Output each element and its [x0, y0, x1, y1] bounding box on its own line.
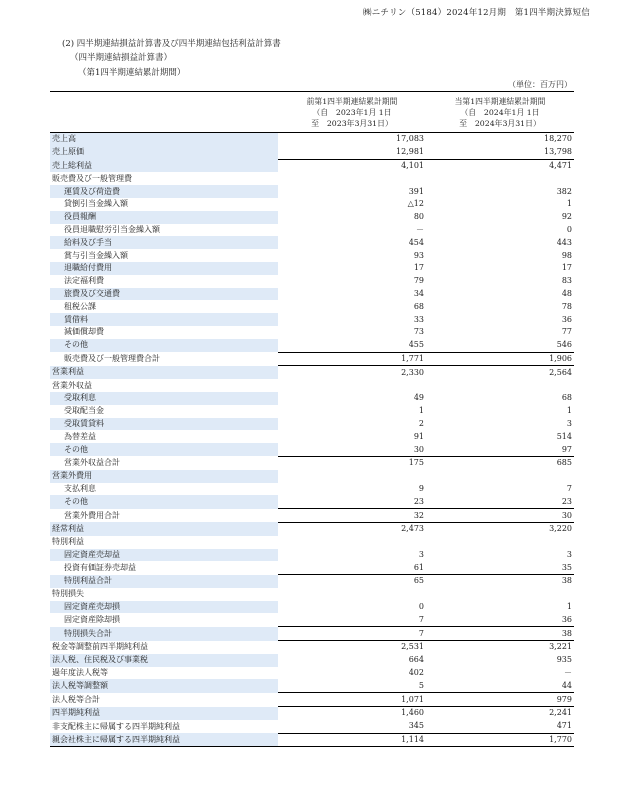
previous-value: 3 [418, 549, 424, 559]
row-label: 親会社株主に帰属する四半期純利益 [50, 733, 278, 747]
table-row [50, 522, 574, 535]
table-row [50, 352, 574, 366]
row-label: 投資有価証券売却益 [64, 562, 136, 572]
current-value: 7 [566, 483, 572, 493]
row-label: 売上高 [50, 133, 278, 146]
period-subtitle: （第1四半期連結累計期間） [78, 68, 186, 78]
row-label: 給料及び手当 [50, 236, 278, 249]
column-header-row [50, 92, 574, 133]
previous-value: 32 [278, 509, 426, 523]
current-value: 97 [426, 443, 574, 456]
section-title: (2) 四半期連結損益計算書及び四半期連結包括利益計算書 [62, 39, 281, 49]
previous-value: 17 [413, 263, 424, 273]
row-label: 営業外費用 [50, 470, 278, 483]
previous-value: △12 [407, 199, 424, 209]
table-row [50, 366, 574, 379]
table-row [50, 495, 574, 508]
previous-value: 1,771 [278, 352, 426, 366]
table-row [50, 549, 574, 562]
row-label: 売上原価 [50, 146, 278, 159]
current-value: 36 [561, 314, 572, 324]
table-row [50, 575, 574, 588]
row-label: 売上総利益 [50, 159, 278, 172]
current-value [426, 470, 574, 483]
row-label: 法定福利費 [64, 276, 104, 286]
row-label: 販売費及び一般管理費合計 [64, 353, 160, 363]
current-value: 443 [556, 237, 572, 247]
previous-value: 23 [278, 495, 426, 508]
previous-value: 65 [413, 576, 424, 586]
previous-value: 34 [413, 288, 424, 298]
current-value [426, 588, 574, 601]
current-value: 471 [426, 720, 574, 733]
table-row [50, 133, 574, 146]
current-value [426, 172, 574, 185]
current-value: 35 [426, 561, 574, 574]
current-value: 1,770 [426, 733, 574, 747]
current-value: 78 [561, 301, 572, 311]
previous-value: 1,460 [401, 708, 424, 718]
current-value: 4,471 [549, 160, 572, 170]
row-label: 減価償却費 [64, 327, 104, 337]
row-label: 旅費及び交通費 [50, 288, 278, 301]
row-label: 特別利益合計 [50, 575, 278, 588]
row-label: 為替差益 [64, 431, 96, 441]
table-row [50, 326, 574, 339]
table-row [50, 654, 574, 667]
statement-subtitle: （四半期連結損益計算書） [70, 53, 173, 63]
document-header: ㈱ニチリン（5184）2024年12月期 第1四半期決算短信 [363, 8, 590, 18]
table-row [50, 339, 574, 352]
row-label: 販売費及び一般管理費 [52, 173, 132, 183]
row-label: 法人税等調整額 [50, 679, 278, 692]
table-row [50, 236, 574, 249]
header-blank [50, 92, 278, 133]
current-value: 3 [566, 418, 572, 428]
row-label: その他 [50, 495, 278, 508]
previous-value: 454 [408, 237, 424, 247]
previous-value [278, 536, 426, 549]
row-label: 貸倒引当金繰入額 [64, 199, 128, 209]
previous-value: 93 [413, 250, 424, 260]
row-label: 過年度法人税等 [52, 668, 108, 678]
table-row [50, 679, 574, 692]
row-label: 営業外費用合計 [64, 510, 120, 520]
col-prev-line2: （自 2023年1月 1日 [312, 107, 392, 117]
previous-value: 79 [413, 276, 424, 286]
row-label: 税金等調整前四半期純利益 [52, 642, 148, 652]
row-label: 受取利息 [50, 392, 278, 405]
current-value: 30 [426, 509, 574, 523]
table-row [50, 313, 574, 326]
current-value: 935 [556, 655, 572, 665]
table-row [50, 588, 574, 601]
table-row [50, 613, 574, 626]
table-row [50, 641, 574, 654]
table-row [50, 172, 574, 185]
current-value: 2,564 [549, 367, 572, 377]
current-value: 48 [561, 288, 572, 298]
current-value: 36 [426, 613, 574, 626]
current-value: 83 [561, 276, 572, 286]
row-label: 営業外収益合計 [64, 458, 120, 468]
row-label: 営業外収益 [52, 380, 92, 390]
income-statement-table [50, 91, 574, 747]
current-value [426, 379, 574, 392]
current-value: 18,270 [544, 134, 572, 144]
table-row [50, 720, 574, 733]
previous-value: 17,083 [396, 134, 424, 144]
table-row [50, 561, 574, 574]
row-label: 租税公課 [64, 301, 96, 311]
previous-value: 73 [413, 327, 424, 337]
row-label: 固定資産売却損 [50, 601, 278, 614]
table-row [50, 430, 574, 443]
row-label: 特別利益 [52, 537, 84, 547]
row-label: 固定資産除却損 [64, 615, 120, 625]
current-value: 3,221 [549, 642, 572, 652]
current-value: 68 [561, 393, 572, 403]
previous-value: 175 [408, 458, 424, 468]
table-row [50, 288, 574, 301]
previous-value: 2,330 [401, 367, 424, 377]
previous-value: 1,071 [278, 693, 426, 707]
current-value: 77 [561, 327, 572, 337]
current-value: － [564, 668, 572, 678]
current-value: 38 [426, 627, 574, 641]
previous-value [278, 588, 426, 601]
previous-value: 80 [413, 212, 424, 222]
table-row [50, 300, 574, 313]
row-label: 特別損失合計 [50, 627, 278, 641]
col-prev-line3: 至 2023年3月31日） [311, 118, 393, 128]
table-row [50, 470, 574, 483]
row-label: その他 [50, 339, 278, 352]
unit-label: （単位：百万円） [508, 80, 572, 89]
table-row [50, 392, 574, 405]
row-label: 特別損失 [52, 589, 84, 599]
previous-value: 402 [408, 668, 424, 678]
table-row [50, 211, 574, 224]
previous-value: 7 [278, 613, 426, 626]
current-value: 1,906 [426, 352, 574, 366]
current-value: 98 [561, 250, 572, 260]
row-label: 営業利益 [50, 366, 278, 379]
current-value: 1 [566, 602, 572, 612]
previous-value: 1,114 [278, 733, 426, 747]
table-row [50, 667, 574, 680]
previous-value: 12,981 [278, 146, 426, 159]
row-label: 支払利息 [64, 483, 96, 493]
current-value: 0 [566, 224, 572, 234]
previous-value: 455 [278, 339, 426, 352]
table-row [50, 262, 574, 275]
previous-value: 391 [408, 186, 424, 196]
previous-value: 30 [278, 443, 426, 456]
current-value: 92 [561, 212, 572, 222]
table-row [50, 249, 574, 262]
row-label: 役員退職慰労引当金繰入額 [64, 224, 160, 234]
current-value: 546 [426, 339, 574, 352]
previous-value: 345 [278, 720, 426, 733]
table-row [50, 627, 574, 641]
col-curr-line3: 至 2024年3月31日） [459, 118, 541, 128]
current-value [426, 536, 574, 549]
previous-value [278, 379, 426, 392]
previous-value: 2,531 [401, 642, 424, 652]
current-value: 514 [556, 431, 572, 441]
current-value: 685 [556, 458, 572, 468]
row-label: 賞与引当金繰入額 [64, 250, 128, 260]
table-row [50, 198, 574, 211]
current-value: 1 [566, 199, 572, 209]
table-row [50, 418, 574, 431]
previous-value: 4,101 [401, 160, 424, 170]
previous-value: 0 [418, 602, 424, 612]
row-label: 非支配株主に帰属する四半期純利益 [52, 721, 180, 731]
current-value: 3,220 [549, 524, 572, 534]
previous-value: 49 [413, 393, 424, 403]
row-label: 四半期純利益 [50, 707, 278, 720]
table-row [50, 707, 574, 720]
col-prev-line1: 前第1四半期連結累計期間 [306, 96, 398, 106]
previous-value: 664 [408, 655, 424, 665]
table-row [50, 536, 574, 549]
row-label: 受取賃貸料 [50, 418, 278, 431]
table-row [50, 693, 574, 707]
current-value: 1 [566, 406, 572, 416]
current-value: 13,798 [426, 146, 574, 159]
col-curr-line2: （自 2024年1月 1日 [460, 107, 540, 117]
previous-value: 33 [413, 314, 424, 324]
table-row [50, 185, 574, 198]
current-value: 17 [561, 263, 572, 273]
row-label: 経常利益 [50, 522, 278, 535]
previous-value: 5 [278, 679, 426, 692]
current-value: 44 [426, 679, 574, 692]
column-header-previous [278, 92, 426, 133]
row-label: 法人税等合計 [52, 694, 100, 704]
previous-value [278, 470, 426, 483]
table-row [50, 733, 574, 747]
table-row [50, 159, 574, 172]
table-row [50, 275, 574, 288]
previous-value: 2 [418, 418, 424, 428]
row-label: その他 [50, 443, 278, 456]
row-label: 法人税、住民税及び事業税 [50, 654, 278, 667]
previous-value: 91 [413, 431, 424, 441]
previous-value [278, 172, 426, 185]
current-value: 38 [561, 576, 572, 586]
table-row [50, 483, 574, 496]
table-row [50, 601, 574, 614]
table-row [50, 509, 574, 523]
column-header-current [426, 92, 574, 133]
table-row [50, 443, 574, 456]
current-value: 2,241 [549, 708, 572, 718]
current-value: 3 [566, 549, 572, 559]
previous-value: 7 [278, 627, 426, 641]
table-row [50, 456, 574, 469]
row-label: 役員報酬 [50, 211, 278, 224]
previous-value: 2,473 [401, 524, 424, 534]
previous-value: 61 [278, 561, 426, 574]
row-label: 賃借料 [50, 313, 278, 326]
current-value: 23 [426, 495, 574, 508]
col-curr-line1: 当第1四半期連結累計期間 [454, 96, 546, 106]
table-row [50, 146, 574, 159]
previous-value: 9 [418, 483, 424, 493]
table-row [50, 379, 574, 392]
previous-value: － [416, 224, 424, 234]
previous-value: 1 [418, 406, 424, 416]
row-label: 受取配当金 [64, 406, 104, 416]
table-row [50, 405, 574, 418]
previous-value: 68 [413, 301, 424, 311]
current-value: 382 [556, 186, 572, 196]
row-label: 退職給付費用 [50, 262, 278, 275]
table-row [50, 224, 574, 237]
row-label: 運賃及び荷造費 [50, 185, 278, 198]
current-value: 979 [426, 693, 574, 707]
row-label: 固定資産売却益 [50, 549, 278, 562]
